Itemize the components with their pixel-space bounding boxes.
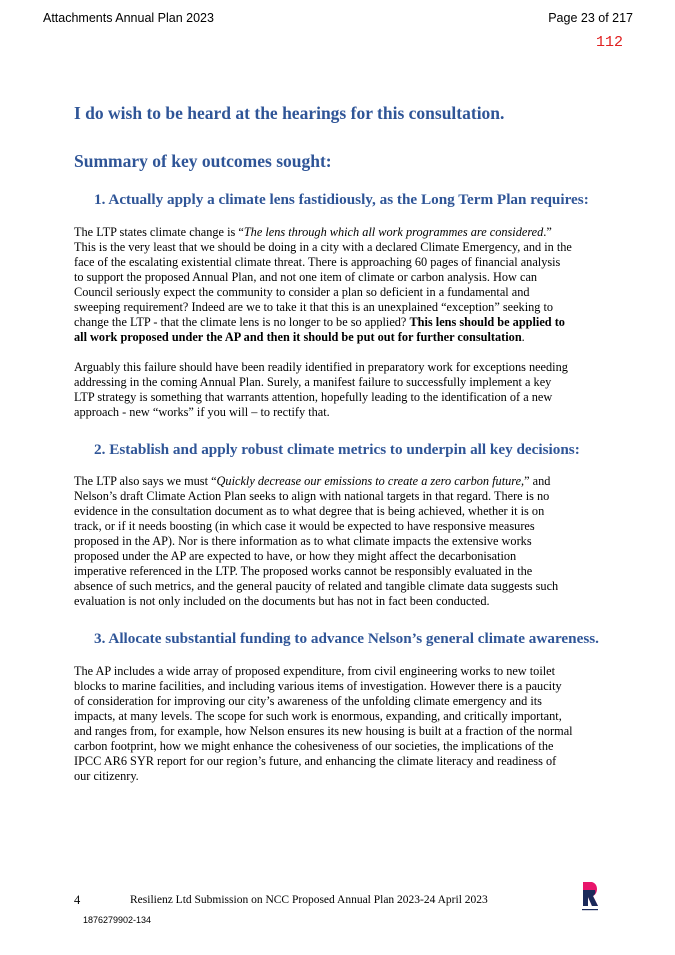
p1-line: sweeping requirement? Indeed are we to take it that this is an unexplained “exception” seeking to xyxy=(74,300,554,314)
p1-line-7-start: change the LTP - that the climate lens is no longer to be so applied? xyxy=(74,315,410,329)
p3-line: proposed in the AP). Nor is there information as to what climate impacts the extensive works xyxy=(74,534,532,548)
p3-line: Nelson’s draft Climate Action Plan seeks to align with national targets in that regard. There is no xyxy=(74,489,550,503)
p3-line: evaluation is not only included on the documents but has not in fact been conducted. xyxy=(74,594,490,608)
p2-line: Arguably this failure should have been readily identified in preparatory work for exceptions needing xyxy=(74,360,568,374)
footer-page-number: 4 xyxy=(74,893,81,907)
p4-line: blocks to marine facilities, and including various items of investigation. However there is a paucity xyxy=(74,679,562,693)
p1-bold-request: This lens should be applied to xyxy=(409,315,565,329)
paragraph-2 xyxy=(74,360,614,420)
p4-line: impacts, at many levels. The scope for such work is enormous, expanding, and critically important, xyxy=(74,709,562,723)
p1-line: This is the very least that we should be doing in a city with a declared Climate Emergency, and in the xyxy=(74,240,572,254)
p2-line: LTP strategy is something that warrants attention, hopefully leading to the identification of a new xyxy=(74,390,553,404)
p3-line: absence of such metrics, and the general paucity of related and tangible climate data suggests such xyxy=(74,579,559,593)
p1-line-1-end: .” xyxy=(543,225,552,239)
footer-text: Resilienz Ltd Submission on NCC Proposed Annual Plan 2023-24 April 2023 xyxy=(130,894,488,906)
document-id: 1876279902-134 xyxy=(83,915,152,925)
p1-line: Council seriously expect the community to consider a plan so deficient in a fundamental and xyxy=(74,285,530,299)
hearing-statement: I do wish to be heard at the hearings for this consultation. xyxy=(74,103,505,123)
p1-line-8-end: . xyxy=(521,330,525,344)
p4-line: our citizenry. xyxy=(74,769,139,783)
outcome-3-heading: 3. Allocate substantial funding to advance Nelson’s general climate awareness. xyxy=(94,630,599,647)
p1-line-1-start: The LTP states climate change is “ xyxy=(74,225,244,239)
p1-line: to support the proposed Annual Plan, and not one item of climate or carbon analysis. How can xyxy=(74,270,538,284)
page-stamp-number: 112 xyxy=(595,34,623,51)
outcome-2-heading: 2. Establish and apply robust climate metrics to underpin all key decisions: xyxy=(94,441,580,458)
p3-line: evidence in the consultation document as to what degree that is being achieved, whether it is on xyxy=(74,504,545,518)
p3-line: imperative referenced in the LTP. The proposed works cannot be responsibly evaluated in the xyxy=(74,564,533,578)
p3-quote: Quickly decrease our emissions to create a zero carbon future, xyxy=(216,474,525,488)
p4-line: The AP includes a wide array of proposed expenditure, from civil engineering works to new toilet xyxy=(74,664,556,678)
paragraph-1 xyxy=(74,225,614,345)
outcome-1-heading: 1. Actually apply a climate lens fastidiously, as the Long Term Plan requires: xyxy=(94,191,589,208)
p1-bold-request-cont: all work proposed under the AP and then it should be put out for further consultation xyxy=(74,330,522,344)
p4-line: of consideration for improving our city’s awareness of the unfolding climate emergency and its xyxy=(74,694,542,708)
p3-line: track, or if it needs boosting (in which case it would be expected to have responsive measures xyxy=(74,519,535,533)
resilienz-logo-icon xyxy=(579,880,601,914)
p4-line: carbon footprint, how we might enhance the cohesiveness of our societies, the implications of the xyxy=(74,739,554,753)
paragraph-4 xyxy=(74,664,614,784)
header-title: Attachments Annual Plan 2023 xyxy=(43,11,214,25)
p2-line: addressing in the coming Annual Plan. Surely, a manifest failure to successfully implement a key xyxy=(74,375,552,389)
p3-line-1-start: The LTP also says we must “ xyxy=(74,474,217,488)
header-page-count: Page 23 of 217 xyxy=(548,11,633,25)
p3-line: proposed under the AP are expected to have, or how they might affect the decarbonisation xyxy=(74,549,517,563)
p1-quote: The lens through which all work programmes are considered xyxy=(243,225,544,239)
p1-line: face of the escalating existential climate threat. There is approaching 60 pages of financial analysis xyxy=(74,255,561,269)
p4-line: IPCC AR6 SYR report for our region’s future, and enhancing the climate literacy and readiness of xyxy=(74,754,557,768)
p4-line: and ranges from, for example, how Nelson ensures its new housing is built at a fraction of the normal xyxy=(74,724,573,738)
p2-line: approach - new “works” if you will – to rectify that. xyxy=(74,405,330,419)
p3-line-1-end: ” and xyxy=(524,474,551,488)
paragraph-3 xyxy=(74,474,614,609)
summary-heading: Summary of key outcomes sought: xyxy=(74,151,332,171)
